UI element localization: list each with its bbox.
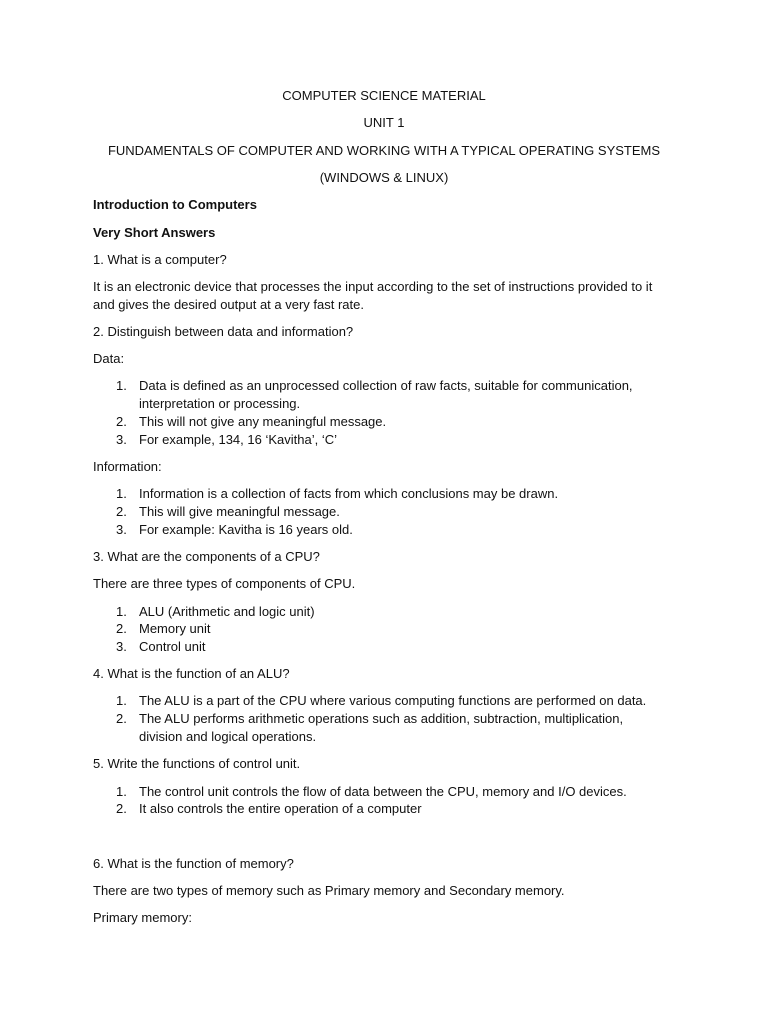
information-label: Information: bbox=[93, 459, 162, 474]
list-item-continuation: interpretation or processing. bbox=[139, 396, 301, 411]
list-item: Data is defined as an unprocessed collection of raw facts, suitable for communication, bbox=[139, 378, 633, 393]
list-number: 1. bbox=[116, 486, 127, 501]
list-number: 3. bbox=[116, 522, 127, 537]
list-number: 2. bbox=[116, 414, 127, 429]
list-number: 3. bbox=[116, 432, 127, 447]
list-item: For example, 134, 16 ‘Kavitha’, ‘C’ bbox=[139, 432, 337, 447]
answer-3: There are three types of components of CPU. bbox=[93, 576, 356, 591]
question-2: 2. Distinguish between data and information? bbox=[93, 324, 354, 339]
list-item: For example: Kavitha is 16 years old. bbox=[139, 522, 353, 537]
list-number: 1. bbox=[116, 378, 127, 393]
question-6: 6. What is the function of memory? bbox=[93, 856, 294, 871]
list-number: 2. bbox=[116, 801, 127, 816]
document-subtitle-os: (WINDOWS & LINUX) bbox=[319, 170, 449, 185]
list-number: 1. bbox=[116, 693, 127, 708]
document-title: COMPUTER SCIENCE MATERIAL bbox=[282, 88, 486, 103]
list-number: 2. bbox=[116, 504, 127, 519]
list-item: The ALU performs arithmetic operations such as addition, subtraction, multiplication, bbox=[139, 711, 624, 726]
data-label: Data: bbox=[93, 351, 125, 366]
list-item: The ALU is a part of the CPU where various computing functions are performed on data. bbox=[139, 693, 647, 708]
unit-label: UNIT 1 bbox=[363, 115, 405, 130]
document-subtitle: FUNDAMENTALS OF COMPUTER AND WORKING WITH A TYPICAL OPERATING SYSTEMS bbox=[107, 143, 661, 158]
section-subheading: Very Short Answers bbox=[93, 225, 216, 240]
section-heading: Introduction to Computers bbox=[93, 197, 257, 212]
list-number: 1. bbox=[116, 784, 127, 799]
list-number: 2. bbox=[116, 711, 127, 726]
list-number: 3. bbox=[116, 639, 127, 654]
question-5: 5. Write the functions of control unit. bbox=[93, 756, 301, 771]
question-1: 1. What is a computer? bbox=[93, 252, 227, 267]
question-3: 3. What are the components of a CPU? bbox=[93, 549, 320, 564]
primary-memory-label: Primary memory: bbox=[93, 910, 192, 925]
list-item: Control unit bbox=[139, 639, 206, 654]
list-item: This will not give any meaningful message. bbox=[139, 414, 387, 429]
list-item: Memory unit bbox=[139, 621, 211, 636]
answer-6: There are two types of memory such as Primary memory and Secondary memory. bbox=[93, 883, 565, 898]
answer-1-line-2: and gives the desired output at a very fast rate. bbox=[93, 297, 364, 312]
list-item: This will give meaningful message. bbox=[139, 504, 340, 519]
list-number: 2. bbox=[116, 621, 127, 636]
question-4: 4. What is the function of an ALU? bbox=[93, 666, 290, 681]
list-item: It also controls the entire operation of a computer bbox=[139, 801, 422, 816]
list-item: The control unit controls the flow of data between the CPU, memory and I/O devices. bbox=[139, 784, 627, 799]
answer-1-line-1: It is an electronic device that processes the input according to the set of instructions provided to it bbox=[93, 279, 653, 294]
list-number: 1. bbox=[116, 604, 127, 619]
list-item: ALU (Arithmetic and logic unit) bbox=[139, 604, 315, 619]
list-item: Information is a collection of facts from which conclusions may be drawn. bbox=[139, 486, 559, 501]
list-item-continuation: division and logical operations. bbox=[139, 729, 317, 744]
